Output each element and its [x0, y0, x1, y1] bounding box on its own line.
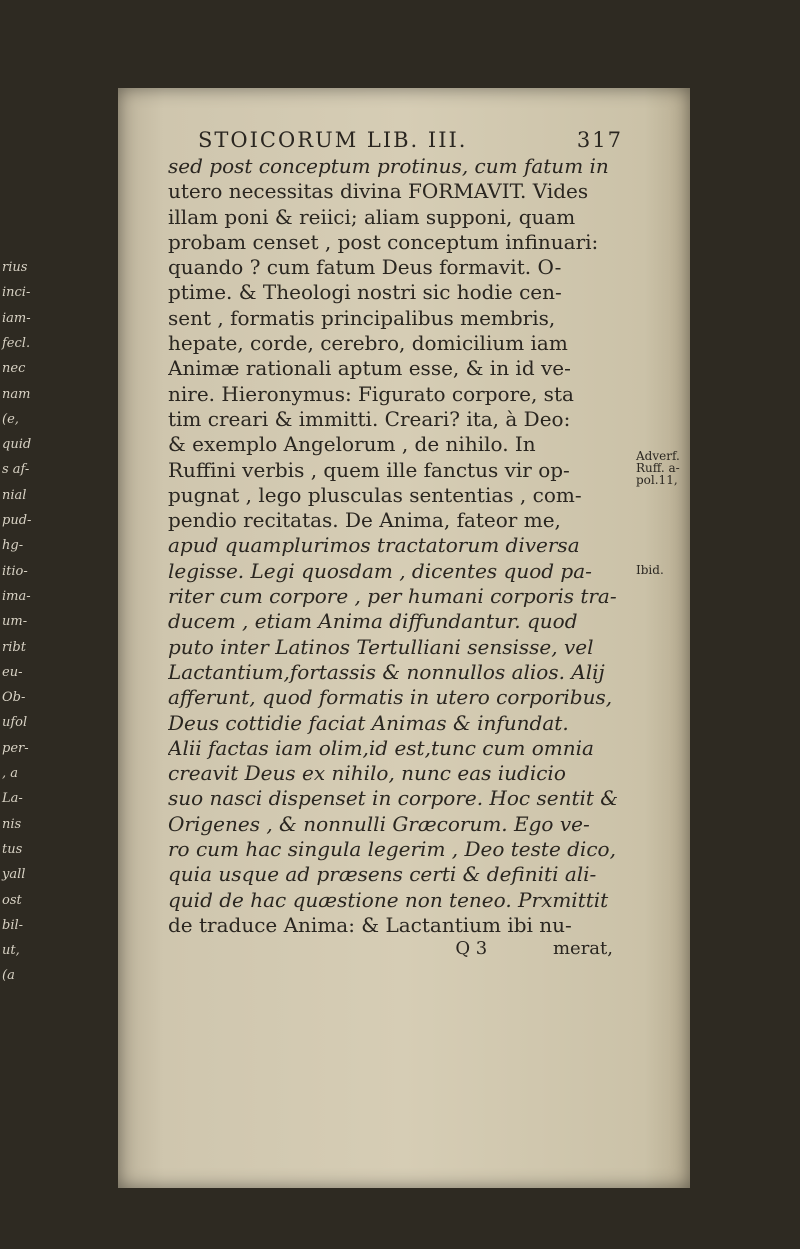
- text-line: creavit Deus ex nihilo, nunc eas iudicio: [168, 761, 566, 786]
- text-line: afferunt, quod formatis in utero corporibus,: [168, 685, 613, 710]
- margin-note-1-line1: Adverf.: [636, 449, 680, 463]
- running-header: [168, 128, 623, 152]
- left-fragment-text: pud-: [2, 513, 32, 528]
- left-fragment-text: ut,: [2, 943, 20, 959]
- left-fragment-text: (a: [2, 968, 15, 984]
- left-fragment-text: ost: [2, 892, 22, 908]
- margin-note-2-text: Ibid.: [636, 563, 664, 577]
- left-fragment-text: rius: [2, 260, 28, 275]
- margin-note-2: [636, 564, 664, 576]
- left-fragment-text: nial: [2, 487, 27, 503]
- left-fragment-text: um-: [2, 614, 28, 630]
- text-line: de traduce Anima: & Lactantium ibi nu-: [168, 912, 572, 937]
- text-line: & exemplo Angelorum , de nihilo. In: [168, 432, 536, 457]
- left-fragment-text: , a: [2, 766, 19, 781]
- running-title: STOICORUM LIB. III.: [198, 128, 468, 152]
- left-fragment-text: bil-: [2, 917, 24, 933]
- margin-note-1-line3: pol.11,: [636, 473, 678, 487]
- page-number: 317: [576, 128, 623, 152]
- text-line: nire. Hieronymus: Figurato corpore, sta: [168, 381, 574, 406]
- signature-mark: Q 3: [455, 938, 488, 960]
- left-fragment-text: per-: [2, 740, 29, 756]
- left-fragment-text: hg-: [2, 538, 24, 554]
- left-fragment-text: nec: [2, 361, 26, 377]
- page-text: [168, 128, 623, 959]
- text-line: illam poni & reiici; aliam supponi, quam: [168, 204, 576, 229]
- text-line: legisse. Legi quosdam , dicentes quod pa-: [168, 558, 592, 583]
- left-fragment-text: Ob-: [2, 690, 26, 706]
- text-line: Alii factas iam olim,id est,tunc cum omnia: [168, 735, 594, 760]
- text-line: probam censet , post conceptum infinuari:: [168, 229, 599, 254]
- left-fragment-text: La-: [2, 791, 23, 807]
- catchword-line: [168, 938, 623, 959]
- margin-note-1: [636, 450, 680, 486]
- catchword: merat,: [552, 938, 613, 960]
- text-line: puto inter Latinos Tertulliani sensisse, vel: [168, 634, 594, 659]
- text-line: riter cum corpore , per humani corporis tra-: [168, 584, 617, 609]
- text-line: Lactantium,fortassis & nonnullos alios. Alij: [168, 659, 605, 684]
- margin-note-1-line2: Ruff. a-: [636, 461, 680, 475]
- text-line: Animæ rationali aptum esse, & in id ve-: [168, 356, 571, 381]
- left-fragment-text: (e,: [2, 411, 19, 427]
- left-fragment-text: yall: [2, 867, 26, 883]
- text-line: ptime. & Theologi nostri sic hodie cen-: [168, 280, 562, 305]
- left-fragment-text: s af-: [2, 462, 30, 478]
- left-fragment-text: eu-: [2, 664, 23, 680]
- text-line: quia usque ad præsens certi & definiti ali-: [168, 862, 597, 887]
- text-line: tim creari & immitti. Creari? ita, à Deo:: [168, 406, 571, 431]
- body-lines: [168, 154, 623, 938]
- left-fragment-text: nam: [2, 386, 31, 402]
- left-fragment-text: nis: [2, 816, 22, 832]
- left-fragment-text: inci-: [2, 285, 31, 301]
- text-line: ducem , etiam Anima diffundantur. quod: [168, 609, 578, 634]
- left-fragment-text: ufol: [2, 715, 28, 731]
- left-fragment-text: quid: [2, 437, 32, 453]
- text-line: suo nasci dispenset in corpore. Hoc sentit &: [168, 786, 619, 811]
- text-line: quid de hac quæstione non teneo. Prxmittit: [168, 887, 609, 912]
- text-line: ro cum hac singula legerim , Deo teste dico,: [168, 837, 616, 862]
- left-fragment-text: ribt: [2, 639, 26, 655]
- left-fragment-text: itio-: [2, 563, 28, 579]
- left-fragment-text: ima-: [2, 588, 31, 604]
- text-line: Origenes , & nonnulli Græcorum. Ego ve-: [168, 811, 590, 836]
- text-line: sed post conceptum protinus, cum fatum in: [168, 154, 609, 178]
- left-fragment-text: iam-: [2, 310, 31, 326]
- text-line: sent , formatis principalibus membris,: [168, 305, 556, 330]
- left-fragment-text: fecl.: [2, 335, 31, 351]
- text-line: Deus cottidie faciat Animas & infundat.: [168, 710, 569, 735]
- text-line: quando ? cum fatum Deus formavit. O-: [168, 255, 562, 280]
- left-fragment-text: tus: [2, 841, 23, 857]
- text-line: apud quamplurimos tractatorum diversa: [168, 533, 580, 558]
- text-line: pugnat , lego plusculas sententias , com-: [168, 482, 582, 507]
- text-line: pendio recitatas. De Anima, fateor me,: [168, 508, 561, 533]
- text-line: Ruffini verbis , quem ille fanctus vir op-: [168, 457, 570, 482]
- text-line: hepate, corde, cerebro, domicilium iam: [168, 331, 568, 356]
- text-line: utero necessitas divina FORMAVIT. Vides: [168, 179, 589, 204]
